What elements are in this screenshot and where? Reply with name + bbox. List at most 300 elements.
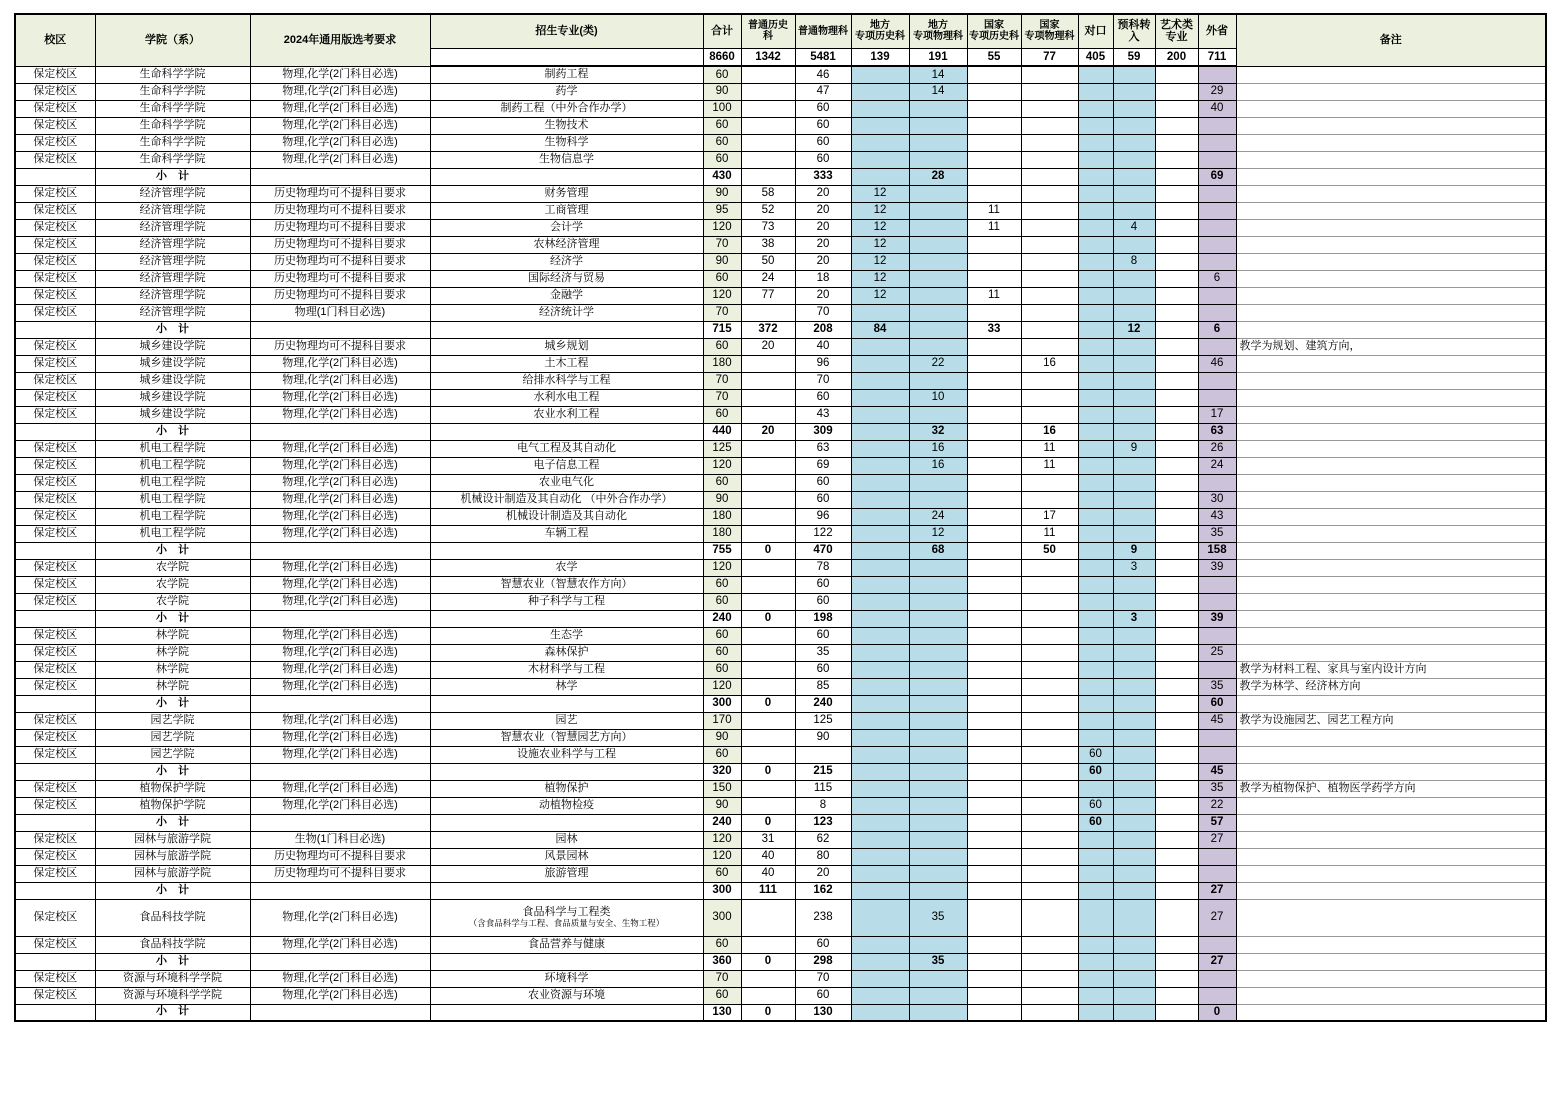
cell-value	[967, 338, 1021, 355]
cell-value: 120	[703, 559, 741, 576]
cell-value	[1155, 814, 1198, 831]
cell-campus: 保定校区	[15, 389, 95, 406]
cell-value: 35	[795, 644, 851, 661]
cell-value: 90	[703, 491, 741, 508]
cell-value: 12	[851, 287, 909, 304]
cell-college: 资源与环境科学学院	[95, 970, 250, 987]
cell-value: 60	[703, 151, 741, 168]
col-header-local-phys: 地方 专项物理科	[909, 14, 967, 48]
cell-value	[1155, 185, 1198, 202]
cell-value: 115	[795, 780, 851, 797]
cell-major: 机械设计制造及其自动化	[430, 508, 703, 525]
cell-req: 物理,化学(2门科目必选)	[250, 746, 430, 763]
cell-value	[1155, 219, 1198, 236]
cell-value	[1155, 525, 1198, 542]
cell-campus: 保定校区	[15, 440, 95, 457]
cell-value	[851, 440, 909, 457]
cell-college: 植物保护学院	[95, 780, 250, 797]
cell-college: 机电工程学院	[95, 474, 250, 491]
cell-value	[741, 474, 795, 491]
cell-campus: 保定校区	[15, 661, 95, 678]
cell-value	[909, 151, 967, 168]
cell-value: 20	[741, 423, 795, 440]
cell-value	[851, 457, 909, 474]
cell-value: 60	[703, 338, 741, 355]
cell-value	[909, 236, 967, 253]
cell-value: 100	[703, 100, 741, 117]
cell-value	[909, 627, 967, 644]
cell-value	[1155, 151, 1198, 168]
cell-college: 经济管理学院	[95, 287, 250, 304]
cell-value: 90	[703, 83, 741, 100]
subtotal-label: 小 计	[95, 695, 250, 712]
cell-college: 园林与旅游学院	[95, 831, 250, 848]
subtotal-label: 小 计	[95, 542, 250, 559]
cell-value	[1155, 661, 1198, 678]
cell-remark	[1236, 576, 1546, 593]
cell-value	[967, 970, 1021, 987]
subtotal-row	[15, 321, 1546, 338]
cell-value	[1198, 185, 1236, 202]
cell-remark	[1236, 168, 1546, 185]
cell-campus: 保定校区	[15, 338, 95, 355]
cell-remark	[1236, 491, 1546, 508]
cell-remark	[1236, 389, 1546, 406]
cell-value	[1113, 474, 1155, 491]
cell-value	[1155, 593, 1198, 610]
cell-value	[967, 457, 1021, 474]
cell-req: 历史物理均可不提科目要求	[250, 848, 430, 865]
cell-major: 车辆工程	[430, 525, 703, 542]
cell-req	[250, 763, 430, 780]
cell-value: 27	[1198, 953, 1236, 970]
cell-major: 制药工程（中外合作办学）	[430, 100, 703, 117]
cell-value	[1113, 185, 1155, 202]
cell-value: 320	[703, 763, 741, 780]
cell-value	[967, 763, 1021, 780]
cell-value: 309	[795, 423, 851, 440]
table-row	[15, 355, 1546, 372]
subtotal-label: 小 计	[95, 814, 250, 831]
cell-value: 11	[1021, 457, 1078, 474]
cell-value: 20	[795, 287, 851, 304]
cell-campus	[15, 423, 95, 440]
col-header-vocational: 对口	[1078, 14, 1113, 48]
col-header-nat-hist: 国家 专项历史科	[967, 14, 1021, 48]
cell-value: 300	[703, 899, 741, 936]
cell-value	[909, 321, 967, 338]
cell-remark	[1236, 321, 1546, 338]
cell-value: 0	[741, 542, 795, 559]
cell-value: 70	[703, 970, 741, 987]
cell-value	[851, 304, 909, 321]
cell-value	[1078, 559, 1113, 576]
cell-value	[1113, 848, 1155, 865]
cell-campus: 保定校区	[15, 134, 95, 151]
cell-req	[250, 423, 430, 440]
table-row	[15, 66, 1546, 83]
cell-remark	[1236, 848, 1546, 865]
cell-value	[1021, 678, 1078, 695]
cell-major	[430, 899, 703, 936]
cell-value: 170	[703, 712, 741, 729]
cell-major: 金融学	[430, 287, 703, 304]
cell-value	[1021, 134, 1078, 151]
cell-req: 物理(1门科目必选)	[250, 304, 430, 321]
cell-value	[741, 678, 795, 695]
cell-value	[909, 593, 967, 610]
cell-remark	[1236, 953, 1546, 970]
cell-campus: 保定校区	[15, 236, 95, 253]
total-value: 5481	[795, 48, 851, 66]
cell-campus: 保定校区	[15, 712, 95, 729]
cell-value	[1113, 936, 1155, 953]
cell-major: 会计学	[430, 219, 703, 236]
cell-req: 物理,化学(2门科目必选)	[250, 508, 430, 525]
col-header-campus: 校区	[15, 14, 95, 66]
cell-value: 60	[703, 593, 741, 610]
cell-req: 物理,化学(2门科目必选)	[250, 66, 430, 83]
cell-remark	[1236, 219, 1546, 236]
cell-req: 历史物理均可不提科目要求	[250, 253, 430, 270]
cell-value	[741, 593, 795, 610]
cell-major: 机械设计制造及其自动化 （中外合作办学）	[430, 491, 703, 508]
cell-value: 60	[795, 134, 851, 151]
cell-value	[1113, 593, 1155, 610]
cell-campus: 保定校区	[15, 287, 95, 304]
cell-value	[1198, 287, 1236, 304]
cell-value	[1155, 457, 1198, 474]
cell-campus: 保定校区	[15, 457, 95, 474]
cell-req	[250, 953, 430, 970]
cell-value	[909, 763, 967, 780]
cell-value: 40	[741, 865, 795, 882]
cell-value	[1078, 270, 1113, 287]
cell-value	[851, 168, 909, 185]
cell-value: 20	[795, 253, 851, 270]
cell-value: 300	[703, 695, 741, 712]
col-header-req: 2024年通用版选考要求	[250, 14, 430, 66]
subtotal-label: 小 计	[95, 168, 250, 185]
cell-campus	[15, 321, 95, 338]
cell-value: 158	[1198, 542, 1236, 559]
cell-value	[741, 780, 795, 797]
table-row	[15, 661, 1546, 678]
cell-value: 240	[703, 814, 741, 831]
cell-value	[851, 729, 909, 746]
cell-value: 47	[795, 83, 851, 100]
cell-value: 22	[1198, 797, 1236, 814]
cell-value	[1198, 134, 1236, 151]
cell-value	[1078, 185, 1113, 202]
cell-value	[741, 406, 795, 423]
cell-remark	[1236, 729, 1546, 746]
cell-value	[741, 491, 795, 508]
cell-campus: 保定校区	[15, 576, 95, 593]
cell-value	[909, 970, 967, 987]
cell-value: 17	[1021, 508, 1078, 525]
table-row	[15, 729, 1546, 746]
cell-major: 林学	[430, 678, 703, 695]
cell-college: 生命科学学院	[95, 100, 250, 117]
cell-value	[741, 899, 795, 936]
cell-value	[1021, 100, 1078, 117]
cell-value	[1198, 151, 1236, 168]
cell-req: 生物(1门科目必选)	[250, 831, 430, 848]
cell-value: 24	[909, 508, 967, 525]
cell-value: 45	[1198, 763, 1236, 780]
cell-req: 物理,化学(2门科目必选)	[250, 678, 430, 695]
cell-value: 77	[741, 287, 795, 304]
cell-value	[1113, 746, 1155, 763]
cell-value	[1021, 236, 1078, 253]
cell-value	[1155, 780, 1198, 797]
cell-value	[1155, 389, 1198, 406]
cell-value	[851, 117, 909, 134]
cell-value	[851, 695, 909, 712]
cell-value	[1113, 117, 1155, 134]
cell-value: 90	[795, 729, 851, 746]
cell-value	[851, 151, 909, 168]
cell-college: 林学院	[95, 627, 250, 644]
cell-value: 70	[703, 304, 741, 321]
cell-value	[1198, 987, 1236, 1004]
cell-remark	[1236, 355, 1546, 372]
cell-campus	[15, 814, 95, 831]
subtotal-row	[15, 763, 1546, 780]
cell-value	[1155, 899, 1198, 936]
cell-major	[430, 695, 703, 712]
cell-value	[1155, 970, 1198, 987]
cell-value	[909, 287, 967, 304]
cell-value: 372	[741, 321, 795, 338]
cell-campus	[15, 953, 95, 970]
cell-value	[851, 780, 909, 797]
cell-value	[1113, 202, 1155, 219]
cell-campus	[15, 695, 95, 712]
cell-major	[430, 423, 703, 440]
cell-campus: 保定校区	[15, 936, 95, 953]
cell-value	[741, 83, 795, 100]
cell-value: 208	[795, 321, 851, 338]
cell-req	[250, 695, 430, 712]
cell-value: 63	[795, 440, 851, 457]
cell-value	[1113, 780, 1155, 797]
cell-major: 生物科学	[430, 134, 703, 151]
cell-value	[741, 168, 795, 185]
cell-campus	[15, 1004, 95, 1021]
cell-value: 35	[909, 953, 967, 970]
cell-remark	[1236, 287, 1546, 304]
cell-major: 食品营养与健康	[430, 936, 703, 953]
cell-value	[1113, 987, 1155, 1004]
cell-value	[1078, 321, 1113, 338]
cell-value: 60	[1078, 763, 1113, 780]
table-row	[15, 253, 1546, 270]
cell-value: 35	[1198, 678, 1236, 695]
cell-value	[1021, 797, 1078, 814]
cell-value	[967, 882, 1021, 899]
cell-value	[1078, 151, 1113, 168]
cell-value	[909, 780, 967, 797]
cell-value	[1021, 202, 1078, 219]
cell-value	[851, 134, 909, 151]
cell-value: 125	[703, 440, 741, 457]
cell-value: 14	[909, 66, 967, 83]
cell-major: 风景园林	[430, 848, 703, 865]
cell-value	[1155, 491, 1198, 508]
table-row	[15, 219, 1546, 236]
cell-remark	[1236, 304, 1546, 321]
cell-campus: 保定校区	[15, 491, 95, 508]
cell-value	[1021, 610, 1078, 627]
cell-value	[909, 1004, 967, 1021]
cell-value	[1155, 321, 1198, 338]
cell-value: 300	[703, 882, 741, 899]
cell-value	[1078, 202, 1113, 219]
cell-value	[1078, 457, 1113, 474]
cell-value	[1198, 576, 1236, 593]
cell-value: 0	[741, 1004, 795, 1021]
cell-value	[909, 987, 967, 1004]
cell-req: 物理,化学(2门科目必选)	[250, 100, 430, 117]
cell-value: 11	[1021, 525, 1078, 542]
cell-remark	[1236, 559, 1546, 576]
cell-value	[1078, 576, 1113, 593]
cell-value	[1021, 1004, 1078, 1021]
cell-major	[430, 763, 703, 780]
cell-value: 60	[1078, 797, 1113, 814]
cell-major	[430, 321, 703, 338]
cell-value	[1198, 593, 1236, 610]
cell-value	[1155, 304, 1198, 321]
cell-value	[1198, 66, 1236, 83]
cell-value	[1078, 525, 1113, 542]
cell-value	[1078, 936, 1113, 953]
table-row	[15, 831, 1546, 848]
cell-req: 物理,化学(2门科目必选)	[250, 117, 430, 134]
cell-value	[851, 936, 909, 953]
cell-value	[967, 780, 1021, 797]
cell-value: 68	[909, 542, 967, 559]
cell-value	[1198, 936, 1236, 953]
cell-campus: 保定校区	[15, 151, 95, 168]
cell-req: 物理,化学(2门科目必选)	[250, 899, 430, 936]
cell-value	[967, 508, 1021, 525]
cell-value	[741, 936, 795, 953]
cell-value	[967, 746, 1021, 763]
cell-value	[1113, 644, 1155, 661]
cell-major: 给排水科学与工程	[430, 372, 703, 389]
cell-value	[1155, 678, 1198, 695]
cell-value	[851, 1004, 909, 1021]
cell-value: 120	[703, 848, 741, 865]
cell-value: 27	[1198, 899, 1236, 936]
cell-remark	[1236, 253, 1546, 270]
cell-value: 20	[795, 185, 851, 202]
cell-college: 机电工程学院	[95, 491, 250, 508]
cell-value: 12	[851, 253, 909, 270]
cell-value: 6	[1198, 270, 1236, 287]
table-row	[15, 848, 1546, 865]
cell-req: 物理,化学(2门科目必选)	[250, 661, 430, 678]
cell-value	[1198, 236, 1236, 253]
cell-value	[1021, 695, 1078, 712]
cell-remark	[1236, 440, 1546, 457]
cell-major: 环境科学	[430, 970, 703, 987]
cell-req: 物理,化学(2门科目必选)	[250, 576, 430, 593]
cell-value	[909, 814, 967, 831]
cell-remark	[1236, 525, 1546, 542]
subtotal-row	[15, 168, 1546, 185]
cell-value	[1155, 423, 1198, 440]
cell-college: 机电工程学院	[95, 457, 250, 474]
cell-value	[967, 151, 1021, 168]
cell-major: 工商管理	[430, 202, 703, 219]
cell-value	[1155, 559, 1198, 576]
cell-value	[1113, 831, 1155, 848]
cell-value	[1155, 610, 1198, 627]
cell-value	[1078, 899, 1113, 936]
cell-value: 60	[1198, 695, 1236, 712]
cell-value: 60	[795, 491, 851, 508]
cell-value	[851, 882, 909, 899]
cell-value	[1078, 953, 1113, 970]
cell-major: 生态学	[430, 627, 703, 644]
cell-value	[967, 661, 1021, 678]
col-header-prep: 预科转 入	[1113, 14, 1155, 48]
cell-req: 物理,化学(2门科目必选)	[250, 355, 430, 372]
cell-req	[250, 168, 430, 185]
cell-value: 60	[703, 661, 741, 678]
cell-value	[851, 797, 909, 814]
cell-value	[967, 644, 1021, 661]
cell-value	[851, 508, 909, 525]
cell-value	[909, 338, 967, 355]
table-row	[15, 474, 1546, 491]
cell-value	[1021, 491, 1078, 508]
cell-value	[1021, 729, 1078, 746]
cell-value	[1021, 474, 1078, 491]
cell-value	[967, 66, 1021, 83]
cell-college: 农学院	[95, 559, 250, 576]
cell-remark	[1236, 202, 1546, 219]
cell-value	[1078, 831, 1113, 848]
cell-college: 生命科学学院	[95, 83, 250, 100]
cell-value	[1021, 287, 1078, 304]
cell-value	[967, 406, 1021, 423]
cell-value	[851, 474, 909, 491]
cell-req	[250, 321, 430, 338]
cell-value: 470	[795, 542, 851, 559]
cell-value: 95	[703, 202, 741, 219]
cell-major: 木材科学与工程	[430, 661, 703, 678]
cell-value: 60	[703, 746, 741, 763]
cell-value: 20	[795, 202, 851, 219]
cell-value	[967, 253, 1021, 270]
cell-value	[967, 987, 1021, 1004]
cell-value: 180	[703, 355, 741, 372]
cell-remark	[1236, 882, 1546, 899]
cell-major: 智慧农业（智慧农作方向）	[430, 576, 703, 593]
cell-value	[1155, 712, 1198, 729]
table-row	[15, 202, 1546, 219]
cell-value	[1155, 134, 1198, 151]
cell-value	[851, 610, 909, 627]
cell-campus: 保定校区	[15, 474, 95, 491]
cell-value	[1078, 593, 1113, 610]
table-row	[15, 970, 1546, 987]
